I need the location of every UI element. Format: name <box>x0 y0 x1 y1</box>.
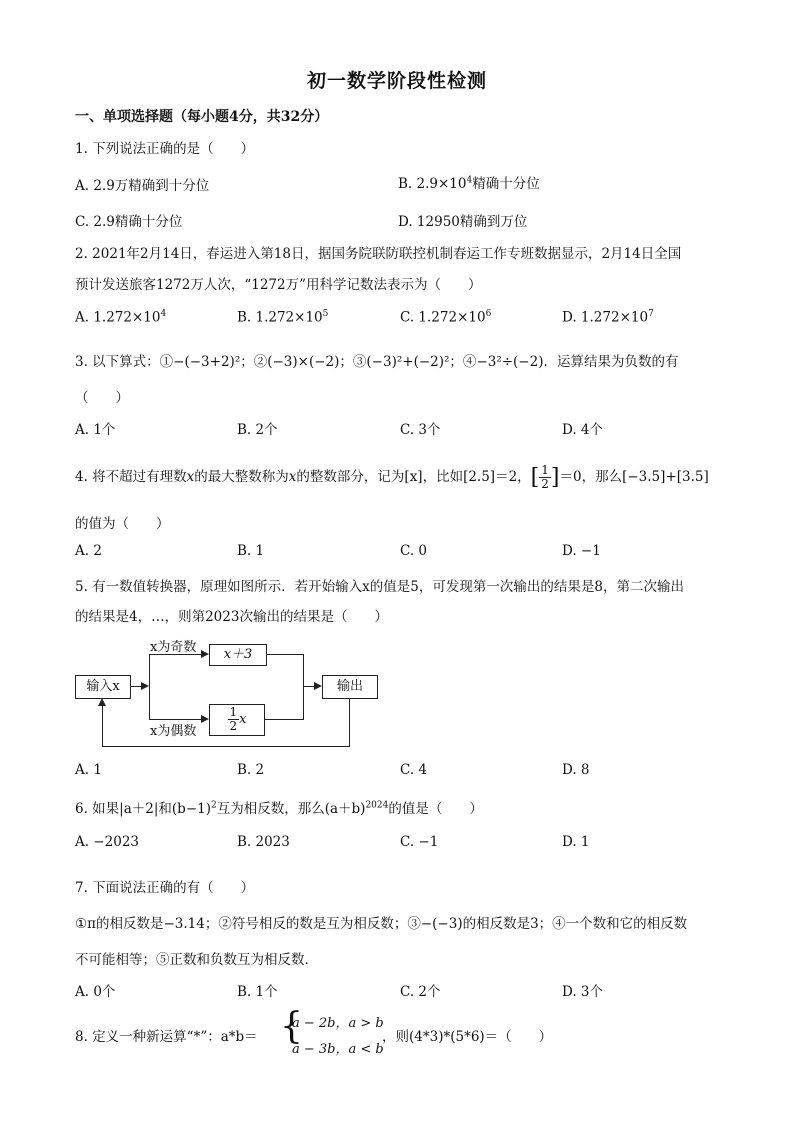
q5-option-c: C. 4 <box>400 762 428 778</box>
question-2-line-2: 预计发送旅客1272万人次，“1272万”用科学记数法表示为（ ） <box>75 277 482 293</box>
arrow-head <box>314 682 322 690</box>
q6-option-b: B. 2023 <box>237 834 290 850</box>
q6-option-d: D. 1 <box>562 834 590 850</box>
q7-option-a: A. 0个 <box>75 984 116 1000</box>
arrow-head <box>201 715 209 723</box>
question-4-line-1: 4. 将不超过有理数x的最大整数称为x的整数部分，记为[x]，比如[2.5]＝2，[ $\frac{1}{2}$ ]＝0，那么[−3.5]+[3.5] <box>75 463 709 492</box>
question-5-line-1: 5. 有一数值转换器，原理如图所示．若开始输入x的值是5，可发现第一次输出的结果是8，第二次输出 <box>75 579 684 595</box>
q4-option-d: D. −1 <box>562 543 601 559</box>
question-3-line-1: 3. 以下算式：①−(−3+2)²；②(−3)×(−2)；③(−3)²+(−2)²；④−3²÷(−2)．运算结果为负数的有 <box>75 354 679 370</box>
question-4-line-2: 的值为（ ） <box>75 516 170 532</box>
input-box: 输入x <box>75 675 131 699</box>
question-7-line-1: ①π的相反数是−3.14；②符号相反的数是互为相反数；③−(−3)的相反数是3；④一个数和它的相反数 <box>75 916 688 932</box>
q3-option-d: D. 4个 <box>562 422 604 438</box>
q6-option-c: C. −1 <box>400 834 439 850</box>
arrow-head <box>98 698 106 706</box>
page-title: 初一数学阶段性检测 <box>306 70 487 92</box>
question-7-line-2: 不可能相等；⑤正数和负数互为相反数． <box>75 952 318 968</box>
connector-line <box>303 654 304 720</box>
connector-line <box>149 654 150 719</box>
q2-option-a: A. $1.272\times 10^4$ <box>75 309 167 326</box>
section-heading: 一、单项选择题（每小题4分，共32分） <box>75 109 329 125</box>
question-6-stem: 6. 如果|a＋2|和$(b-1)^2$互为相反数，那么$(a+b)^{2024}$的值是（ ） <box>75 800 483 817</box>
piecewise-brace: { <box>280 1006 303 1047</box>
q5-option-a: A. 1 <box>75 762 102 778</box>
piecewise-case-2: a − 3b，a < b <box>292 1042 384 1057</box>
question-2-line-1: 2. 2021年2月14日，春运进入第18日，据国务院联防联控机制春运工作专班数据显示，2月14日全国 <box>75 246 682 262</box>
question-7-stem: 7. 下面说法正确的有（ ） <box>75 880 255 896</box>
q3-option-b: B. 2个 <box>237 422 278 438</box>
q1-option-a: A. 2.9万精确到十分位 <box>75 178 210 194</box>
q1-option-c: C. 2.9精确十分位 <box>75 214 183 230</box>
arrow-head <box>201 650 209 658</box>
q4-option-c: C. 0 <box>400 543 428 559</box>
q5-option-d: D. 8 <box>562 762 590 778</box>
q2-option-b: B. $1.272\times 10^5$ <box>237 309 329 326</box>
odd-label: x为奇数 <box>150 640 197 655</box>
connector-line <box>102 746 350 747</box>
q1-option-b: B. $2.9\times 10^4$精确十分位 <box>398 175 540 192</box>
question-3-line-2: （ ） <box>75 390 129 406</box>
q7-option-d: D. 3个 <box>562 984 604 1000</box>
connector-line <box>102 706 103 747</box>
q2-option-d: D. $1.272\times 10^7$ <box>562 309 654 326</box>
plus-three-box: x＋3 <box>209 644 267 666</box>
q1-option-d: D. 12950精确到万位 <box>398 214 528 230</box>
q3-option-c: C. 3个 <box>400 422 441 438</box>
connector-line <box>349 698 350 746</box>
q2-option-c: C. $1.272\times 10^6$ <box>400 309 492 326</box>
q4-option-b: B. 1 <box>237 543 265 559</box>
q3-option-a: A. 1个 <box>75 422 116 438</box>
q7-option-b: B. 1个 <box>237 984 278 1000</box>
question-8-stem: 8. 定义一种新运算“*”：a*b＝ <box>75 1029 258 1045</box>
connector-line <box>266 654 303 655</box>
question-5-line-2: 的结果是4，…，则第2023次输出的结果是（ ） <box>75 609 388 625</box>
q5-option-b: B. 2 <box>237 762 265 778</box>
q4-option-a: A. 2 <box>75 543 102 559</box>
arrow-head <box>141 682 149 690</box>
even-label: x为偶数 <box>150 724 197 739</box>
half-box: $\frac{1}{2}$ x <box>209 704 265 736</box>
output-box: 输出 <box>322 675 378 699</box>
q6-option-a: A. −2023 <box>75 834 139 850</box>
piecewise-case-1: a − 2b，a > b <box>292 1016 384 1031</box>
question-8-tail: ，则(4*3)*(5*6)＝（ ） <box>382 1029 553 1045</box>
connector-line <box>264 719 303 720</box>
question-1-stem: 1. 下列说法正确的是（ ） <box>75 141 255 157</box>
q7-option-c: C. 2个 <box>400 984 441 1000</box>
